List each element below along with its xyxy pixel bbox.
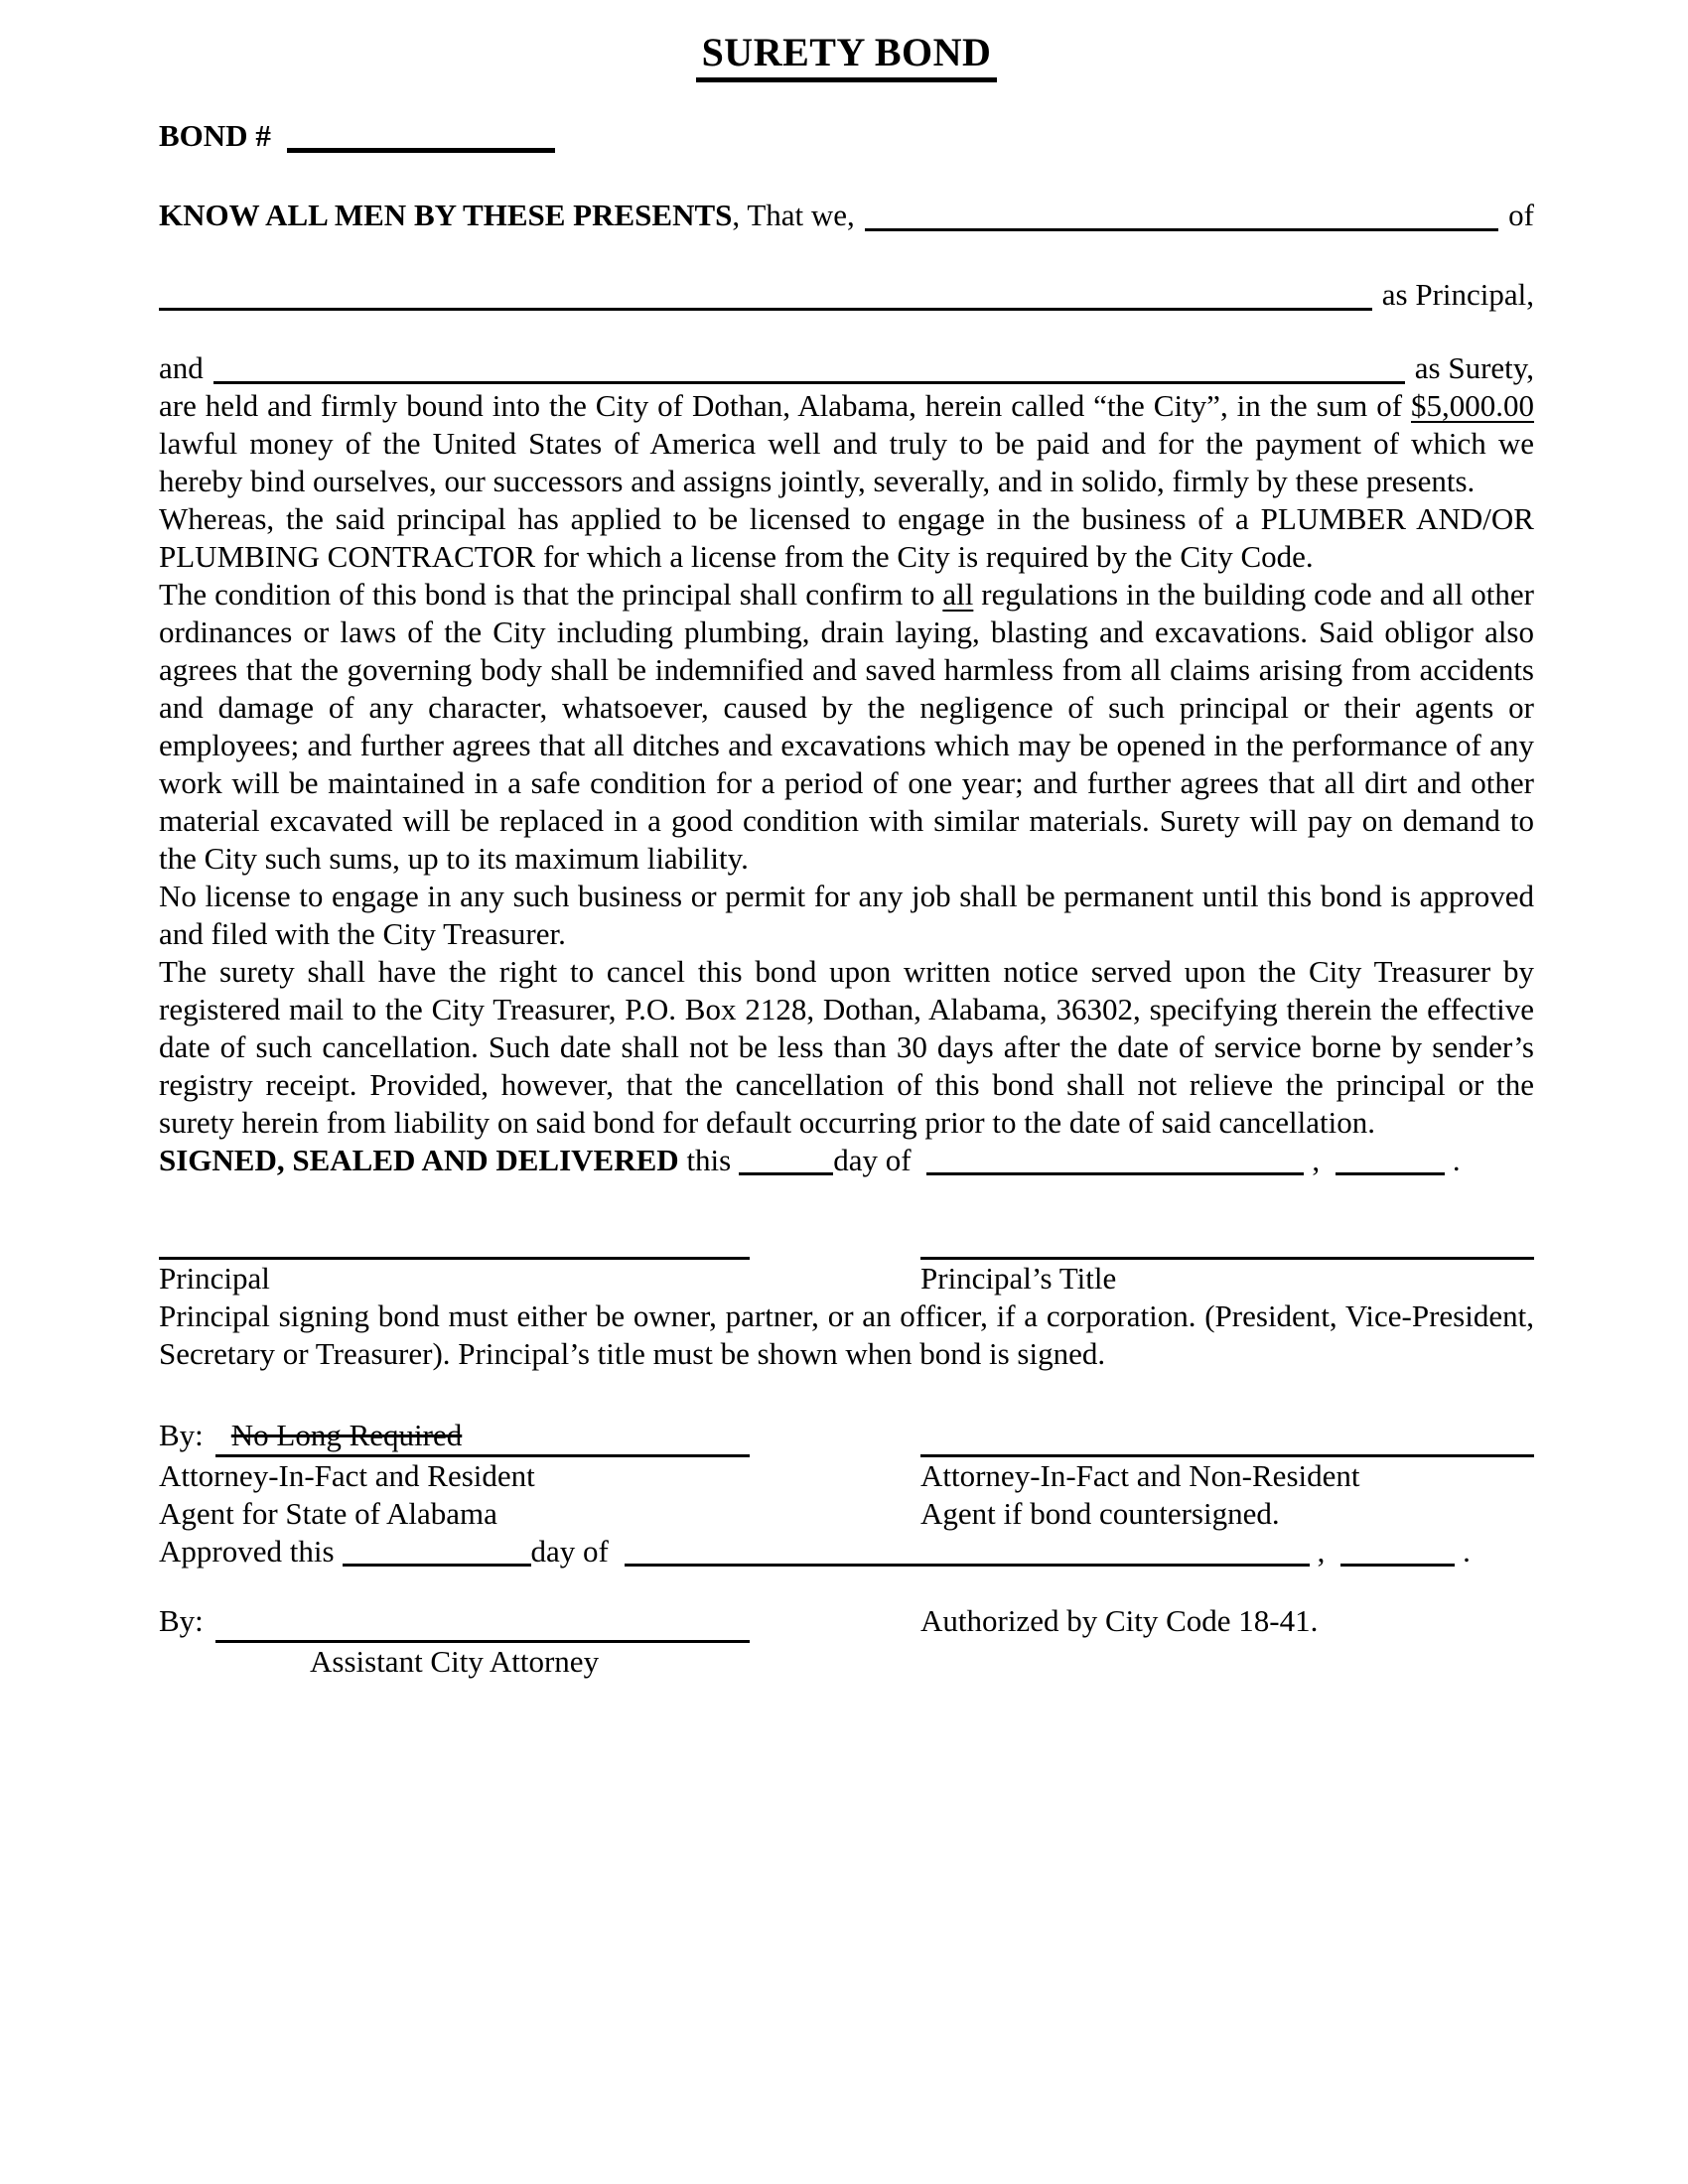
surety-row [159, 349, 1534, 387]
final-approval-row [159, 1602, 1534, 1643]
signed-this: this [686, 1143, 732, 1177]
surety-name-blank[interactable] [213, 381, 1405, 384]
license-paragraph: No license to engage in any such business or permit for any job shall be permanent until this bond is approved and filed with the City Treasurer. [159, 879, 1534, 951]
whereas-paragraph: Whereas, the said principal has applied to be licensed to engage in the business of a PLUMBER AND/OR PLUMBING CONTRACTOR for which a license from the City is required by the City Code. [159, 501, 1534, 574]
authorized-text: Authorized by City Code 18-41. [920, 1603, 1319, 1638]
principal-address-blank[interactable] [159, 308, 1372, 311]
signed-day-of: day of [833, 1143, 912, 1177]
title-row [159, 30, 1534, 82]
signed-comma: , [1312, 1143, 1321, 1177]
principal-note: Principal signing bond must either be owner, partner, or an officer, if a corporation. (President, Vice-President, Secretary or Treasurer). Principal’s title must be shown when bond is signed. [159, 1298, 1534, 1371]
attorney-resident-blank[interactable] [215, 1417, 750, 1457]
attorney-labels [159, 1457, 1534, 1533]
condition-paragraph [159, 576, 1534, 878]
approved-row [159, 1533, 1534, 1570]
as-surety-label: as Surety, [1414, 350, 1534, 385]
final-by-label: By: [159, 1603, 204, 1638]
opening-rest: , That we, [732, 198, 855, 232]
approved-year-blank[interactable] [1340, 1564, 1455, 1567]
attorney-nonresident-label-1: Attorney-In-Fact and Non-Resident [920, 1458, 1360, 1493]
attorney-resident-label-2: Agent for State of Alabama [159, 1496, 497, 1531]
condition-after: regulations in the building code and all other ordinances or laws of the City including plumbing, drain laying, blasting and excavations. Said obligor also agrees that the governing body shall be indemnified and saved harmless from all claims arising from accidents and damage of any character, whatsoever, caused by the negligence of such principal or their agents or employees; and further agrees that all ditches and excavations which may be opened in the performance of any work will be maintained in a safe condition for a period of one year; and further agrees that all dirt and other material excavated will be replaced in a good condition with similar materials. Surety will pay on demand to the City such sums, up to its maximum liability. [159, 577, 1534, 876]
signed-period: . [1452, 1143, 1461, 1177]
principal-row [159, 276, 1534, 314]
bound-after: lawful money of the United States of America well and truly to be paid and for the payment of which we hereby bind ourselves, our successors and assigns jointly, severally, and in solido, firmly by these presents. [159, 426, 1534, 498]
opening-statement [159, 197, 855, 234]
principal-label: Principal [159, 1261, 270, 1296]
approved-period: . [1463, 1534, 1471, 1569]
signed-bold: SIGNED, SEALED AND DELIVERED [159, 1143, 679, 1177]
signed-month-blank[interactable] [926, 1172, 1304, 1175]
attorney-by-label: By: [159, 1418, 204, 1452]
opening-row [159, 197, 1534, 234]
assistant-attorney-signature-blank[interactable] [215, 1602, 750, 1643]
approved-day-of: day of [530, 1534, 609, 1569]
opening-bold: KNOW ALL MEN BY THESE PRESENTS [159, 198, 733, 232]
bond-number-blank[interactable] [287, 148, 555, 153]
surety-lead: and [159, 350, 204, 385]
as-principal-label: as Principal, [1381, 277, 1534, 312]
attorney-signature-row [159, 1417, 1534, 1457]
bond-number-label: BOND # [159, 118, 271, 153]
attorney-resident-label-1: Attorney-In-Fact and Resident [159, 1458, 535, 1493]
approved-comma: , [1317, 1534, 1326, 1569]
attorney-nonresident-label-2: Agent if bond countersigned. [920, 1496, 1280, 1531]
cancellation-paragraph: The surety shall have the right to cancel this bond upon written notice served upon the City Treasurer by registered mail to the City Treasurer, P.O. Box 2128, Dothan, Alabama, 36302, specifying therein the effective date of such cancellation. Such date shall not be less than 30 days after the date of service borne by sender’s registry receipt. Provided, however, that the cancellation of this bond shall not relieve the principal or the surety herein from liability on said bond for default occurring prior to the date of said cancellation. [159, 954, 1534, 1140]
approved-day-blank[interactable] [343, 1564, 531, 1567]
bound-paragraph [159, 387, 1534, 500]
principal-name-blank[interactable] [865, 228, 1498, 231]
approved-lead: Approved this [159, 1534, 335, 1569]
no-longer-required-text: No Long Required [230, 1418, 463, 1452]
condition-before: The condition of this bond is that the principal shall confirm to [159, 577, 935, 612]
document-title: SURETY BOND [696, 30, 998, 82]
principal-signature-labels [159, 1260, 1534, 1297]
opening-tail: of [1508, 198, 1534, 232]
bond-amount: $5,000.00 [1411, 388, 1534, 423]
signed-row [159, 1142, 1534, 1179]
approved-month-blank[interactable] [625, 1564, 1310, 1567]
signed-year-blank[interactable] [1336, 1172, 1445, 1175]
signed-day-blank[interactable] [739, 1172, 833, 1175]
bound-before: are held and firmly bound into the City of Dothan, Alabama, herein called “the City”, in the sum of [159, 388, 1403, 423]
condition-all-underlined: all [942, 577, 974, 612]
assistant-city-attorney-label: Assistant City Attorney [310, 1644, 600, 1679]
principal-title-label: Principal’s Title [920, 1261, 1117, 1296]
bond-number-row [159, 117, 1534, 155]
